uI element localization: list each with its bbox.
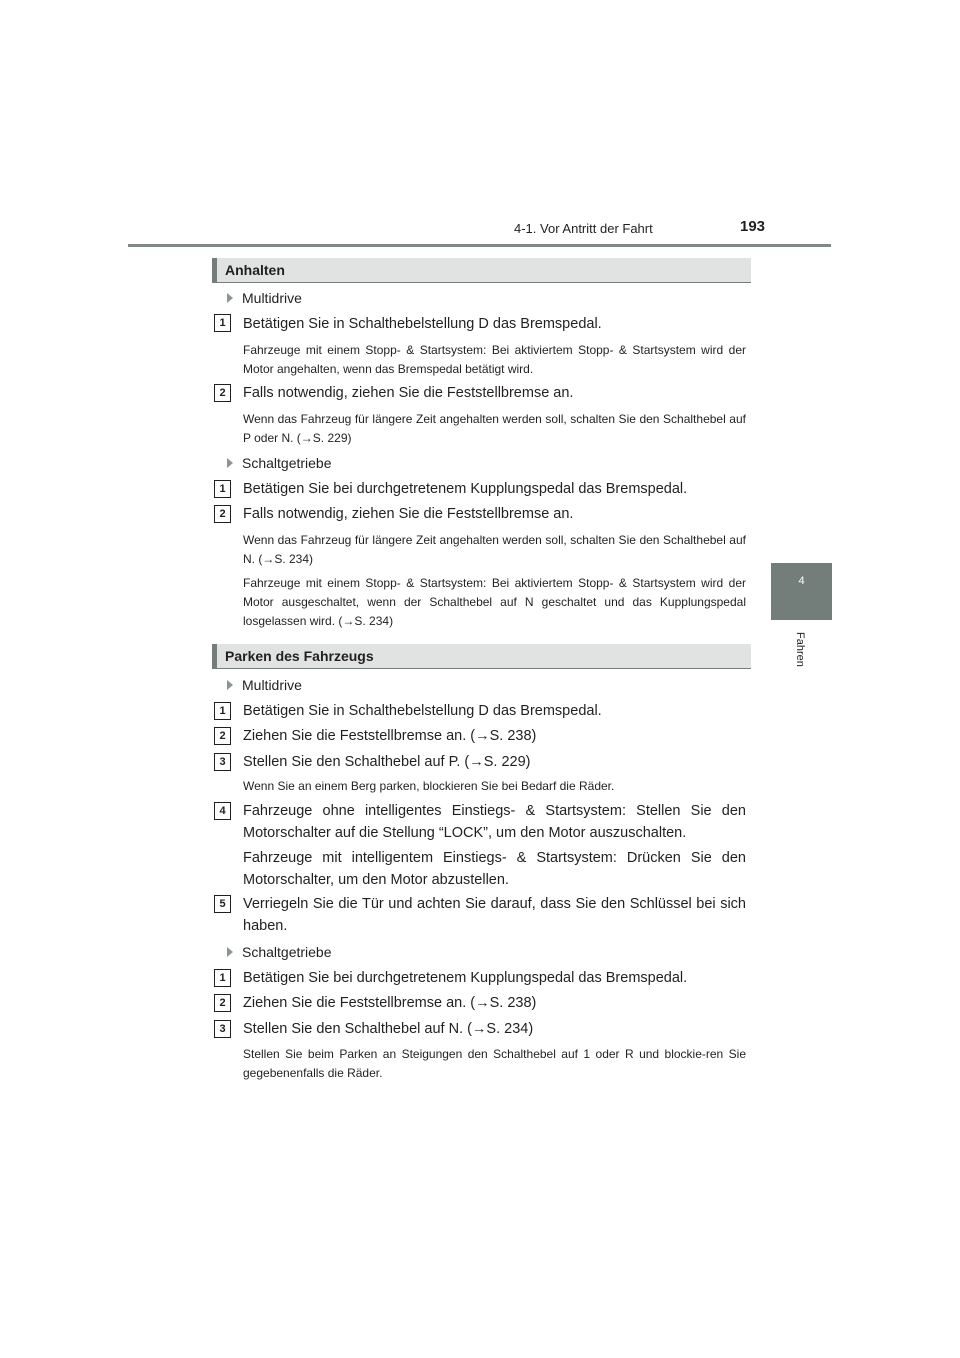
subheading-label: Schaltgetriebe bbox=[242, 455, 332, 471]
step-text-continued: Fahrzeuge mit intelligentem Einstiegs- & Startsystem: Drücken Sie den Motorschalter, um den Motor abzustellen. bbox=[243, 850, 746, 888]
note-text: Wenn Sie an einem Berg parken, blockieren Sie bei Bedarf die Räder. bbox=[243, 779, 615, 793]
step-number: 2 bbox=[214, 994, 231, 1012]
step-number: 5 bbox=[214, 895, 231, 913]
step-text: Betätigen Sie in Schalthebelstellung D das Bremspedal. bbox=[243, 703, 602, 719]
subheading-label: Multidrive bbox=[242, 290, 302, 306]
triangle-bullet-icon bbox=[227, 293, 233, 303]
step-text: Falls notwendig, ziehen Sie die Feststellbremse an. bbox=[243, 506, 574, 522]
note-text: Wenn das Fahrzeug für längere Zeit angehalten werden soll, schalten Sie den Schalthebel auf P oder N. (→S. 229) bbox=[243, 412, 746, 445]
step-number: 1 bbox=[214, 969, 231, 987]
step-text: Ziehen Sie die Feststellbremse an. (→S. 238) bbox=[243, 995, 537, 1011]
step-number: 4 bbox=[214, 802, 231, 820]
chapter-title: 4-1. Vor Antritt der Fahrt bbox=[514, 221, 653, 236]
subheading-schaltgetriebe bbox=[227, 944, 332, 960]
section-header-anhalten bbox=[212, 258, 751, 283]
step-number: 1 bbox=[214, 314, 231, 332]
step-number: 2 bbox=[214, 505, 231, 523]
step-text: Stellen Sie den Schalthebel auf P. (→S. 229) bbox=[243, 754, 531, 770]
triangle-bullet-icon bbox=[227, 947, 233, 957]
step-number: 2 bbox=[214, 727, 231, 745]
step-text: Fahrzeuge ohne intelligentes Einstiegs- & Startsystem: Stellen Sie den Motorschalter auf die Stellung “LOCK”, um den Motor auszuschalten. bbox=[243, 803, 746, 841]
section-title: Parken des Fahrzeugs bbox=[225, 648, 374, 664]
section-header-parken bbox=[212, 644, 751, 669]
chapter-tab[interactable] bbox=[771, 563, 832, 620]
header-rule bbox=[128, 244, 831, 247]
note-text: Fahrzeuge mit einem Stopp- & Startsystem: Bei aktiviertem Stopp- & Startsystem wird der Motor ausgeschaltet, wenn der Schalthebel auf N geschaltet und das Kupplungspedal losgelassen wird. (→S. 234) bbox=[243, 576, 746, 628]
step-number: 1 bbox=[214, 480, 231, 498]
subheading-schaltgetriebe bbox=[227, 455, 332, 471]
step-text: Betätigen Sie bei durchgetretenem Kupplungspedal das Bremspedal. bbox=[243, 970, 688, 986]
step-number: 1 bbox=[214, 702, 231, 720]
section-header-bar bbox=[212, 644, 217, 668]
subheading-multidrive bbox=[227, 677, 302, 693]
note-text: Fahrzeuge mit einem Stopp- & Startsystem: Bei aktiviertem Stopp- & Startsystem wird der Motor angehalten, wenn das Bremspedal betätigt wird. bbox=[243, 343, 746, 376]
step-text: Ziehen Sie die Feststellbremse an. (→S. 238) bbox=[243, 728, 537, 744]
note-text: Stellen Sie beim Parken an Steigungen den Schalthebel auf 1 oder R und blockie-ren Sie gegebenenfalls die Räder. bbox=[243, 1047, 746, 1080]
step-text: Betätigen Sie in Schalthebelstellung D das Bremspedal. bbox=[243, 316, 602, 332]
step-text: Stellen Sie den Schalthebel auf N. (→S. 234) bbox=[243, 1021, 534, 1037]
step-number: 3 bbox=[214, 1020, 231, 1038]
triangle-bullet-icon bbox=[227, 680, 233, 690]
page-number: 193 bbox=[740, 218, 766, 235]
chapter-tab-label: Fahren bbox=[794, 632, 806, 667]
step-text: Falls notwendig, ziehen Sie die Feststellbremse an. bbox=[243, 385, 574, 401]
subheading-label: Schaltgetriebe bbox=[242, 944, 332, 960]
step-text: Betätigen Sie bei durchgetretenem Kupplungspedal das Bremspedal. bbox=[243, 481, 688, 497]
subheading-multidrive bbox=[227, 290, 302, 306]
step-text: Verriegeln Sie die Tür und achten Sie darauf, dass Sie den Schlüssel bei sich haben. bbox=[243, 896, 746, 934]
section-title: Anhalten bbox=[225, 262, 285, 278]
triangle-bullet-icon bbox=[227, 458, 233, 468]
note-text: Wenn das Fahrzeug für längere Zeit angehalten werden soll, schalten Sie den Schalthebel auf N. (→S. 234) bbox=[243, 533, 746, 566]
step-number: 2 bbox=[214, 384, 231, 402]
step-number: 3 bbox=[214, 753, 231, 771]
chapter-tab-number: 4 bbox=[798, 575, 805, 587]
section-header-bar bbox=[212, 258, 217, 282]
subheading-label: Multidrive bbox=[242, 677, 302, 693]
